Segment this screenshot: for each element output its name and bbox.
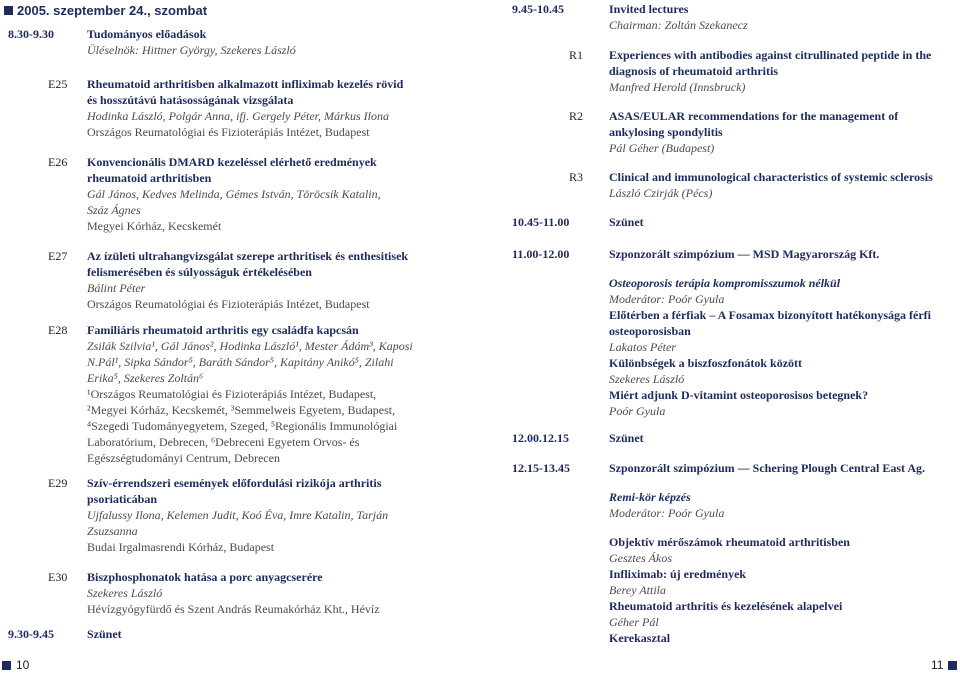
talk-code: E26 <box>48 155 68 169</box>
talk-title: Konvencionális DMARD kezeléssel elérhető eredmények <box>87 155 377 169</box>
session-time: 11.00-12.00 <box>512 247 570 261</box>
talk-institution: Hévízgyógyfürdő és Szent András Reumakórház Kht., Hévíz <box>87 602 380 616</box>
lecture-title: ASAS/EULAR recommendations for the management of <box>609 109 899 123</box>
symposium-talk-title: Különbségek a biszfoszfonátok között <box>609 356 803 370</box>
talk-title: és hosszútávú hatásosságának vizsgálata <box>87 93 294 107</box>
lecture-title: Clinical and immunological characteristics of systemic sclerosis <box>609 170 933 184</box>
break-time: 9.30-9.45 <box>8 627 54 641</box>
left-page-number <box>2 658 29 672</box>
symposium-talk-title: Rheumatoid arthritis és kezelésének alapelvei <box>609 599 843 613</box>
talk-title: felismerésében és súlyosságuk értékelésében <box>87 265 312 279</box>
session-chairs: Chairman: Zoltán Szekanecz <box>609 18 748 32</box>
talk-authors: Bálint Péter <box>87 281 146 295</box>
page-number: 11 <box>931 658 944 672</box>
symposium-speaker: Gesztes Ákos <box>609 551 672 565</box>
lecture-author: Pál Géher (Budapest) <box>609 141 715 155</box>
symposium-speaker: Lakatos Péter <box>609 340 676 354</box>
talk-title: Az ízületi ultrahangvizsgálat szerepe arthritisek és enthesitisek <box>87 249 409 263</box>
talk-item <box>87 154 417 234</box>
lecture-item <box>609 47 959 95</box>
talk-institution: Megyei Kórház, Kecskemét <box>87 219 222 233</box>
talk-authors: Szekeres László <box>87 586 163 600</box>
symposium-talk-title: osteoporosisban <box>609 324 691 338</box>
talk-authors: Ujfalussy Ilona, Kelemen Judit, Koó Éva, Imre Katalin, Tarján <box>87 508 389 522</box>
square-bullet-icon <box>2 661 11 670</box>
symposium-subtitle: Osteoporosis terápia kompromisszumok nélkül <box>609 276 841 290</box>
talk-institution: Országos Reumatológiai és Fizioterápiás Intézet, Budapest <box>87 297 370 311</box>
talk-item <box>87 569 427 617</box>
talk-item <box>87 322 427 466</box>
talk-code: E30 <box>48 570 68 584</box>
talk-institution: Egészségtudományi Centrum, Debrecen <box>87 451 280 465</box>
symposium-talk-title: Miért adjunk D-vitamint osteoporosisos betegnek? <box>609 388 869 402</box>
talk-authors: Zsuzsanna <box>87 524 138 538</box>
talk-authors: Zsilák Szilvia¹, Gál János², Hodinka László¹, Mester Ádám³, Kaposi <box>87 339 413 353</box>
page-header <box>4 3 207 18</box>
lecture-code: R3 <box>569 170 584 184</box>
lecture-author: Manfred Herold (Innsbruck) <box>609 80 746 94</box>
right-page-number <box>931 658 957 672</box>
break-label: Szünet <box>87 627 122 641</box>
lecture-author: László Czirják (Pécs) <box>609 186 713 200</box>
symposium-speaker: Géher Pál <box>609 615 659 629</box>
symposium-speaker: Berey Attila <box>609 583 666 597</box>
lecture-code: R1 <box>569 48 584 62</box>
page-number: 10 <box>16 658 30 672</box>
talk-authors: Gál János, Kedves Melinda, Gémes István, Töröcsik Katalin, <box>87 187 381 201</box>
talk-institution: Budai Irgalmasrendi Kórház, Budapest <box>87 540 275 554</box>
symposium-speaker: Szekeres László <box>609 372 685 386</box>
session-time: 8.30-9.30 <box>8 27 54 41</box>
talk-institution: Laboratórium, Debrecen, ⁶Debreceni Egyetem Orvos- és <box>87 435 360 449</box>
session-title: Tudományos előadások <box>87 27 207 41</box>
talk-item <box>87 76 417 140</box>
talk-code: E25 <box>48 77 68 91</box>
talk-title: rheumatoid arthritisben <box>87 171 212 185</box>
talk-authors: N.Pál¹, Sipka Sándor⁵, Baráth Sándor⁵, Kapitány Anikó⁵, Zilahi <box>87 355 394 369</box>
symposium-talk-title: Előtérben a férfiak – A Fosamax bizonyított hatékonysága férfi <box>609 308 931 322</box>
session-time: 9.45-10.45 <box>512 2 564 16</box>
talk-code: E29 <box>48 476 68 490</box>
talk-authors: Hodinka László, Polgár Anna, ifj. Gergely Péter, Márkus Ilona <box>87 109 389 123</box>
symposium <box>609 246 959 419</box>
lecture-item <box>609 108 959 156</box>
lecture-title: Experiences with antibodies against citrullinated peptide in the <box>609 48 932 62</box>
talk-institution: ¹Országos Reumatológiai és Fizioterápiás Intézet, Budapest, <box>87 387 377 401</box>
session-title: Invited lectures <box>609 2 689 16</box>
break-time: 10.45-11.00 <box>512 215 570 229</box>
symposium-title: Szponzorált szimpózium — Schering Plough Central East Ag. <box>609 461 926 475</box>
symposium-talk-title: Kerekasztal <box>609 631 671 645</box>
talk-item <box>87 475 427 555</box>
talk-authors: Erika⁵, Szekeres Zoltán⁶ <box>87 371 204 385</box>
talk-title: Familiáris rheumatoid arthritis egy családfa kapcsán <box>87 323 359 337</box>
symposium <box>609 460 959 646</box>
break-label: Szünet <box>609 431 644 445</box>
lecture-title: ankylosing spondylitis <box>609 125 723 139</box>
talk-title: Rheumatoid arthritisben alkalmazott infliximab kezelés rövid <box>87 77 404 91</box>
lecture-item <box>609 169 959 201</box>
symposium-title: Szponzorált szimpózium — MSD Magyarország Kft. <box>609 247 880 261</box>
talk-code: E27 <box>48 249 68 263</box>
session-time: 12.15-13.45 <box>512 461 570 475</box>
talk-item <box>87 248 427 312</box>
talk-institution: ⁴Szegedi Tudományegyetem, Szeged, ⁵Regionális Immunológiai <box>87 419 398 433</box>
talk-title: Biszphosphonatok hatása a porc anyagcserére <box>87 570 323 584</box>
square-bullet-icon <box>948 661 957 670</box>
break-time: 12.00.12.15 <box>512 431 569 445</box>
square-bullet-icon <box>4 6 13 15</box>
header-date: 2005. szeptember 24., szombat <box>17 3 208 18</box>
talk-institution: Országos Reumatológiai és Fizioterápiás Intézet, Budapest <box>87 125 370 139</box>
symposium-speaker: Poór Gyula <box>609 404 666 418</box>
talk-authors: Száz Ágnes <box>87 203 141 217</box>
talk-institution: ²Megyei Kórház, Kecskemét, ³Semmelweis Egyetem, Budapest, <box>87 403 396 417</box>
talk-code: E28 <box>48 323 68 337</box>
talk-title: psoriaticában <box>87 492 158 506</box>
symposium-talk-title: Objektív mérőszámok rheumatoid arthritisben <box>609 535 850 549</box>
symposium-subtitle: Remi-kör képzés <box>609 490 691 504</box>
lecture-title: diagnosis of rheumatoid arthritis <box>609 64 779 78</box>
symposium-moderator: Moderátor: Poór Gyula <box>609 292 725 306</box>
lecture-code: R2 <box>569 109 584 123</box>
session-chairs: Üléselnök: Hittner György, Szekeres László <box>87 43 296 57</box>
symposium-talk-title: Infliximab: új eredmények <box>609 567 747 581</box>
break-label: Szünet <box>609 215 644 229</box>
talk-title: Szív-érrendszeri események előfordulási rizikója arthritis <box>87 476 382 490</box>
symposium-moderator: Moderátor: Poór Gyula <box>609 506 725 520</box>
